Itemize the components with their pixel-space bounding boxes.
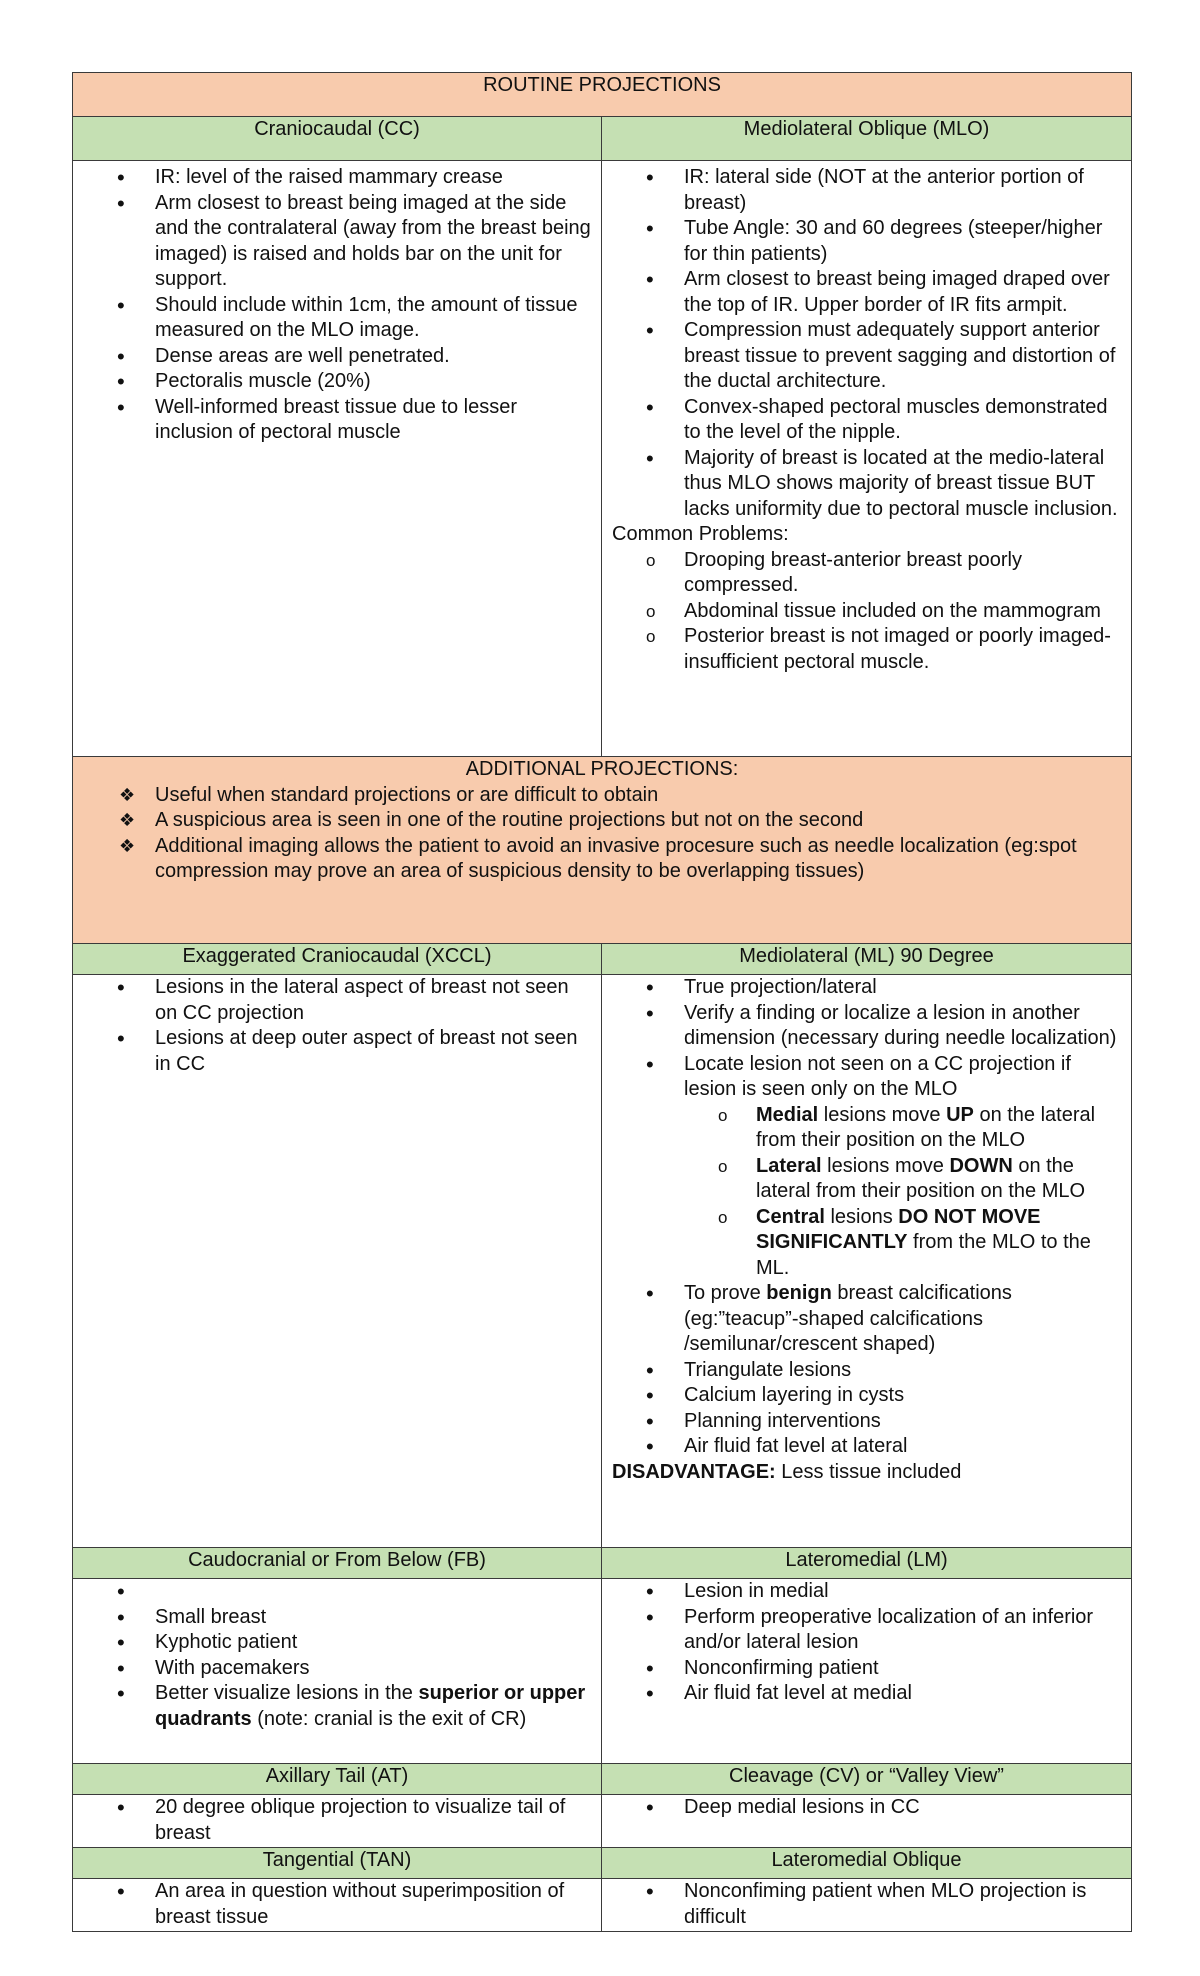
lesion-movement-list	[602, 1103, 1121, 1282]
list-item	[73, 1579, 601, 1605]
cv-bullet-list	[602, 1795, 1131, 1821]
list-item: • Better visualize lesions in the superior or upper quadrants (note: cranial is the exit of CR)	[73, 1681, 601, 1732]
list-item: • With pacemakers	[73, 1656, 601, 1682]
list-item: • Deep medial lesions in CC	[602, 1795, 1131, 1821]
ml90-heading: Mediolateral (ML) 90 Degree	[602, 944, 1132, 975]
list-item: • Locate lesion not seen on a CC projection if lesion is seen only on the MLO o Medial lesions move UP on the lateral from their position on the MLO o Lateral lesions move DOWN on the lateral from their position on the MLO o Central lesions DO NOT MOVE SIGNIFICANTLY from the MLO to the ML.	[602, 1052, 1131, 1282]
common-problems-list	[602, 548, 1131, 676]
list-item: • Triangulate lesions	[602, 1358, 1131, 1384]
tan-bullet-list	[73, 1879, 601, 1930]
fb-heading: Caudocranial or From Below (FB)	[73, 1548, 602, 1579]
tan-heading: Tangential (TAN)	[73, 1848, 602, 1879]
at-details	[73, 1795, 602, 1848]
cc-bullet-list	[73, 165, 601, 446]
additional-projections-title: ADDITIONAL PROJECTIONS:	[465, 758, 739, 780]
list-item: • Verify a finding or localize a lesion in another dimension (necessary during needle localization)	[602, 1001, 1131, 1052]
list-item: • Compression must adequately support anterior breast tissue to prevent sagging and distortion of the ductal architecture.	[602, 318, 1131, 395]
lm-details	[602, 1579, 1132, 1764]
xccl-bullet-list	[73, 975, 601, 1077]
list-item: o Posterior breast is not imaged or poorly imaged-insufficient pectoral muscle.	[602, 624, 1131, 675]
list-item: o Drooping breast-anterior breast poorly compressed.	[602, 548, 1131, 599]
cv-details	[602, 1795, 1132, 1848]
at-heading: Axillary Tail (AT)	[73, 1764, 602, 1795]
list-item: • Should include within 1cm, the amount of tissue measured on the MLO image.	[73, 293, 601, 344]
at-bullet-list	[73, 1795, 601, 1846]
list-item: • Air fluid fat level at medial	[602, 1681, 1131, 1707]
cc-details	[73, 161, 602, 757]
cv-heading: Cleavage (CV) or “Valley View”	[602, 1764, 1132, 1795]
list-item: • Lesions in the lateral aspect of breast not seen on CC projection	[73, 975, 601, 1026]
tan-details	[73, 1879, 602, 1932]
lmo-details	[602, 1879, 1132, 1932]
list-item: • IR: level of the raised mammary crease	[73, 165, 601, 191]
lmo-bullet-list	[602, 1879, 1131, 1930]
routine-projections-title: ROUTINE PROJECTIONS	[73, 73, 1132, 117]
list-item: • Planning interventions	[602, 1409, 1131, 1435]
list-item: • An area in question without superimposition of breast tissue	[73, 1879, 601, 1930]
list-item: • Dense areas are well penetrated.	[73, 344, 601, 370]
cc-heading: Craniocaudal (CC)	[73, 117, 602, 161]
list-item: • To prove benign breast calcifications (eg:”teacup”-shaped calcifications /semilunar/crescent shaped)	[602, 1281, 1131, 1358]
list-item: • Majority of breast is located at the medio-lateral thus MLO shows majority of breast tissue BUT lacks uniformity due to pectoral muscle inclusion.	[602, 446, 1131, 523]
list-item: • Nonconfiming patient when MLO projection is difficult	[602, 1879, 1131, 1930]
list-item: • Pectoralis muscle (20%)	[73, 369, 601, 395]
list-item: • Arm closest to breast being imaged draped over the top of IR. Upper border of IR fits armpit.	[602, 267, 1131, 318]
list-item: ❖ Additional imaging allows the patient to avoid an invasive procesure such as needle localization (eg:spot compression may prove an area of suspicious density to be overlapping tissues)	[73, 834, 1131, 885]
list-item: ❖ Useful when standard projections or are difficult to obtain	[73, 783, 1131, 809]
list-item: ❖ A suspicious area is seen in one of the routine projections but not on the second	[73, 808, 1131, 834]
common-problems-label: Common Problems:	[612, 523, 789, 545]
list-item: • True projection/lateral	[602, 975, 1131, 1001]
list-item: o Medial lesions move UP on the lateral from their position on the MLO	[602, 1103, 1121, 1154]
list-item: • Small breast	[73, 1605, 601, 1631]
mlo-heading: Mediolateral Oblique (MLO)	[602, 117, 1132, 161]
lm-bullet-list	[602, 1579, 1131, 1707]
additional-points-list	[73, 783, 1131, 885]
list-item: • Lesion in medial	[602, 1579, 1131, 1605]
list-item: • Air fluid fat level at lateral	[602, 1434, 1131, 1460]
list-item: • Convex-shaped pectoral muscles demonstrated to the level of the nipple.	[602, 395, 1131, 446]
list-item: • Calcium layering in cysts	[602, 1383, 1131, 1409]
mlo-bullet-list	[602, 165, 1131, 522]
xccl-heading: Exaggerated Craniocaudal (XCCL)	[73, 944, 602, 975]
list-item: • Arm closest to breast being imaged at the side and the contralateral (away from the breast being imaged) is raised and holds bar on the unit for support.	[73, 191, 601, 293]
list-item: • Perform preoperative localization of an inferior and/or lateral lesion	[602, 1605, 1131, 1656]
fb-bullet-list	[73, 1579, 601, 1732]
ml90-details	[602, 975, 1132, 1548]
lmo-heading: Lateromedial Oblique	[602, 1848, 1132, 1879]
list-item: • Kyphotic patient	[73, 1630, 601, 1656]
list-item: • Lesions at deep outer aspect of breast not seen in CC	[73, 1026, 601, 1077]
mlo-details	[602, 161, 1132, 757]
xccl-details	[73, 975, 602, 1548]
projections-table	[72, 72, 1132, 1932]
fb-details	[73, 1579, 602, 1764]
list-item: o Lateral lesions move DOWN on the lateral from their position on the MLO	[602, 1154, 1121, 1205]
additional-projections	[73, 757, 1132, 944]
list-item: • IR: lateral side (NOT at the anterior portion of breast)	[602, 165, 1131, 216]
ml90-bullet-list	[602, 975, 1131, 1460]
list-item: • Nonconfirming patient	[602, 1656, 1131, 1682]
list-item: o Central lesions DO NOT MOVE SIGNIFICANTLY from the MLO to the ML.	[602, 1205, 1121, 1282]
disadvantage-note: DISADVANTAGE: Less tissue included	[612, 1460, 962, 1483]
list-item: • 20 degree oblique projection to visualize tail of breast	[73, 1795, 601, 1846]
list-item: o Abdominal tissue included on the mammogram	[602, 599, 1131, 625]
list-item: • Tube Angle: 30 and 60 degrees (steeper/higher for thin patients)	[602, 216, 1131, 267]
lm-heading: Lateromedial (LM)	[602, 1548, 1132, 1579]
list-item: • Well-informed breast tissue due to lesser inclusion of pectoral muscle	[73, 395, 601, 446]
